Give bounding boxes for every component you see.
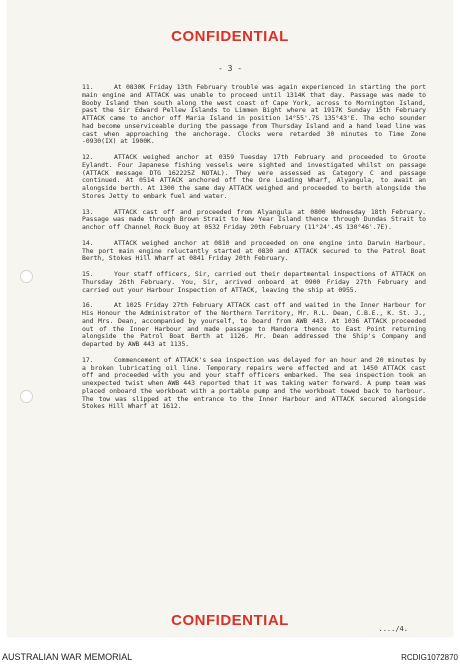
- paragraph-text: At 1025 Friday 27th February ATTACK cast off and waited in the Inner Harbour for His Honour the Administrator of the Northern Territory, Mr. R.L. Dean, C.B.E., K. St. J., and Mrs. Dean, accompanied by yourself, to board from AWB 443. At 1036 ATTACK proceeded out of the Inner Harbour and made passage to Mandora thence to East Point returning alongside the Patrol Boat Berth at 1126. Mr. Dean addressed the Ship's Company and departed by AWB 443 at 1135.: [82, 301, 426, 348]
- paragraph-number: 16.: [82, 301, 94, 310]
- paragraph-number: 13.: [82, 207, 94, 216]
- punch-hole: [20, 390, 33, 403]
- paragraph: [82, 240, 426, 263]
- paragraph-text: ATTACK weighed anchor at 0810 and proceeded on one engine into Darwin Harbour. The port main engine reluctantly started at 0830 and ATTACK secured to the Patrol Boat Berth, Stokes Hill Wharf at 0841 Friday 20th February.: [82, 238, 426, 263]
- paragraph-number: 11.: [82, 83, 94, 91]
- paragraph-text: Your staff officers, Sir, carried out their departmental inspections of ATTACK on Thursday 26th February. You, Sir, arrived onboard at 0900 Friday 27th February and carried out your Harbour Inspection of ATTACK, leaving the ship at 0955.: [82, 270, 426, 294]
- paragraph-number: 14.: [82, 238, 94, 247]
- paragraph-number: 15.: [82, 270, 94, 278]
- paragraph: [82, 271, 426, 294]
- paragraph: [82, 154, 426, 201]
- paragraph: [82, 209, 426, 232]
- paragraph-text: Commencement of ATTACK's sea inspection was delayed for an hour and 20 minutes by a broken lubricating oil line. Temporary repairs were effected and at 1450 ATTACK cast off and proceeded with you and your staff officers embarked. The sea inspection took an unexpected twist when AWB 443 reported that it was taking water forward. A pump team was placed onboard the workboat with a portable pump and the workboat towed back to harbour. The tow was slipped at the entrance to the Inner Harbour and ATTACK secured alongside Stokes Hill Wharf at 1612.: [82, 355, 426, 411]
- document-body: [82, 84, 426, 419]
- paragraph: [82, 357, 426, 411]
- paragraph-text: At 0830K Friday 13th February trouble was again experienced in starting the port main engine and ATTACK was unable to proceed until 1314K that day. Passage was made to Booby Island then south along the west coast of Cape York, across to Mornington Island, past the Sir Edward Pellew Islands to Limmen Bight where at 1917K Sunday 15th February ATTACK came to anchor off Maria Island in position 14°55'.7S 135°43'E. The echo sounder had become unserviceable during the passage from Thursday Island and a hand lead line was cast when approaching the anchorage. Clocks were retarded 30 minutes to Time Zone -0930(IX) at 1900K.: [82, 83, 426, 146]
- archive-name: AUSTRALIAN WAR MEMORIAL: [2, 652, 133, 662]
- paragraph-number: 17.: [82, 355, 94, 364]
- document-page: [8, 0, 452, 636]
- continuation-marker: ..../4.: [378, 625, 408, 633]
- paragraph: [82, 84, 426, 146]
- classification-footer: CONFIDENTIAL: [171, 612, 289, 629]
- punch-hole: [20, 270, 33, 283]
- classification-header: CONFIDENTIAL: [171, 28, 289, 45]
- paragraph-text: ATTACK cast off and proceeded from Alyangula at 0800 Wednesday 18th February. Passage was made through Brown Strait to New Year Island thence through Dundas Strait to anchor off Channel Rock Buoy at 0532 Friday 20th February (11°24'.4S 130°46'.7E).: [82, 207, 426, 231]
- paragraph-number: 12.: [82, 153, 94, 161]
- paragraph: [82, 302, 426, 349]
- archive-reference: RCDIG1072870: [401, 653, 458, 662]
- paragraph-text: ATTACK weighed anchor at 0359 Tuesday 17th February and proceeded to Groote Eylandt. Four Japanese fishing vessels were sighted and investigated whilst on passage (ATTACK message DTG 162225Z NOTAL). They were assessed as Category C and passage continued. At 0514 ATTACK anchored off the Ore Loading Wharf, Alyangula, to await an alongside berth. At 1300 the same day ATTACK weighed and proceeded to berth alongside the Stores Jetty to embark fuel and water.: [82, 153, 426, 200]
- page-number: - 3 -: [217, 64, 243, 73]
